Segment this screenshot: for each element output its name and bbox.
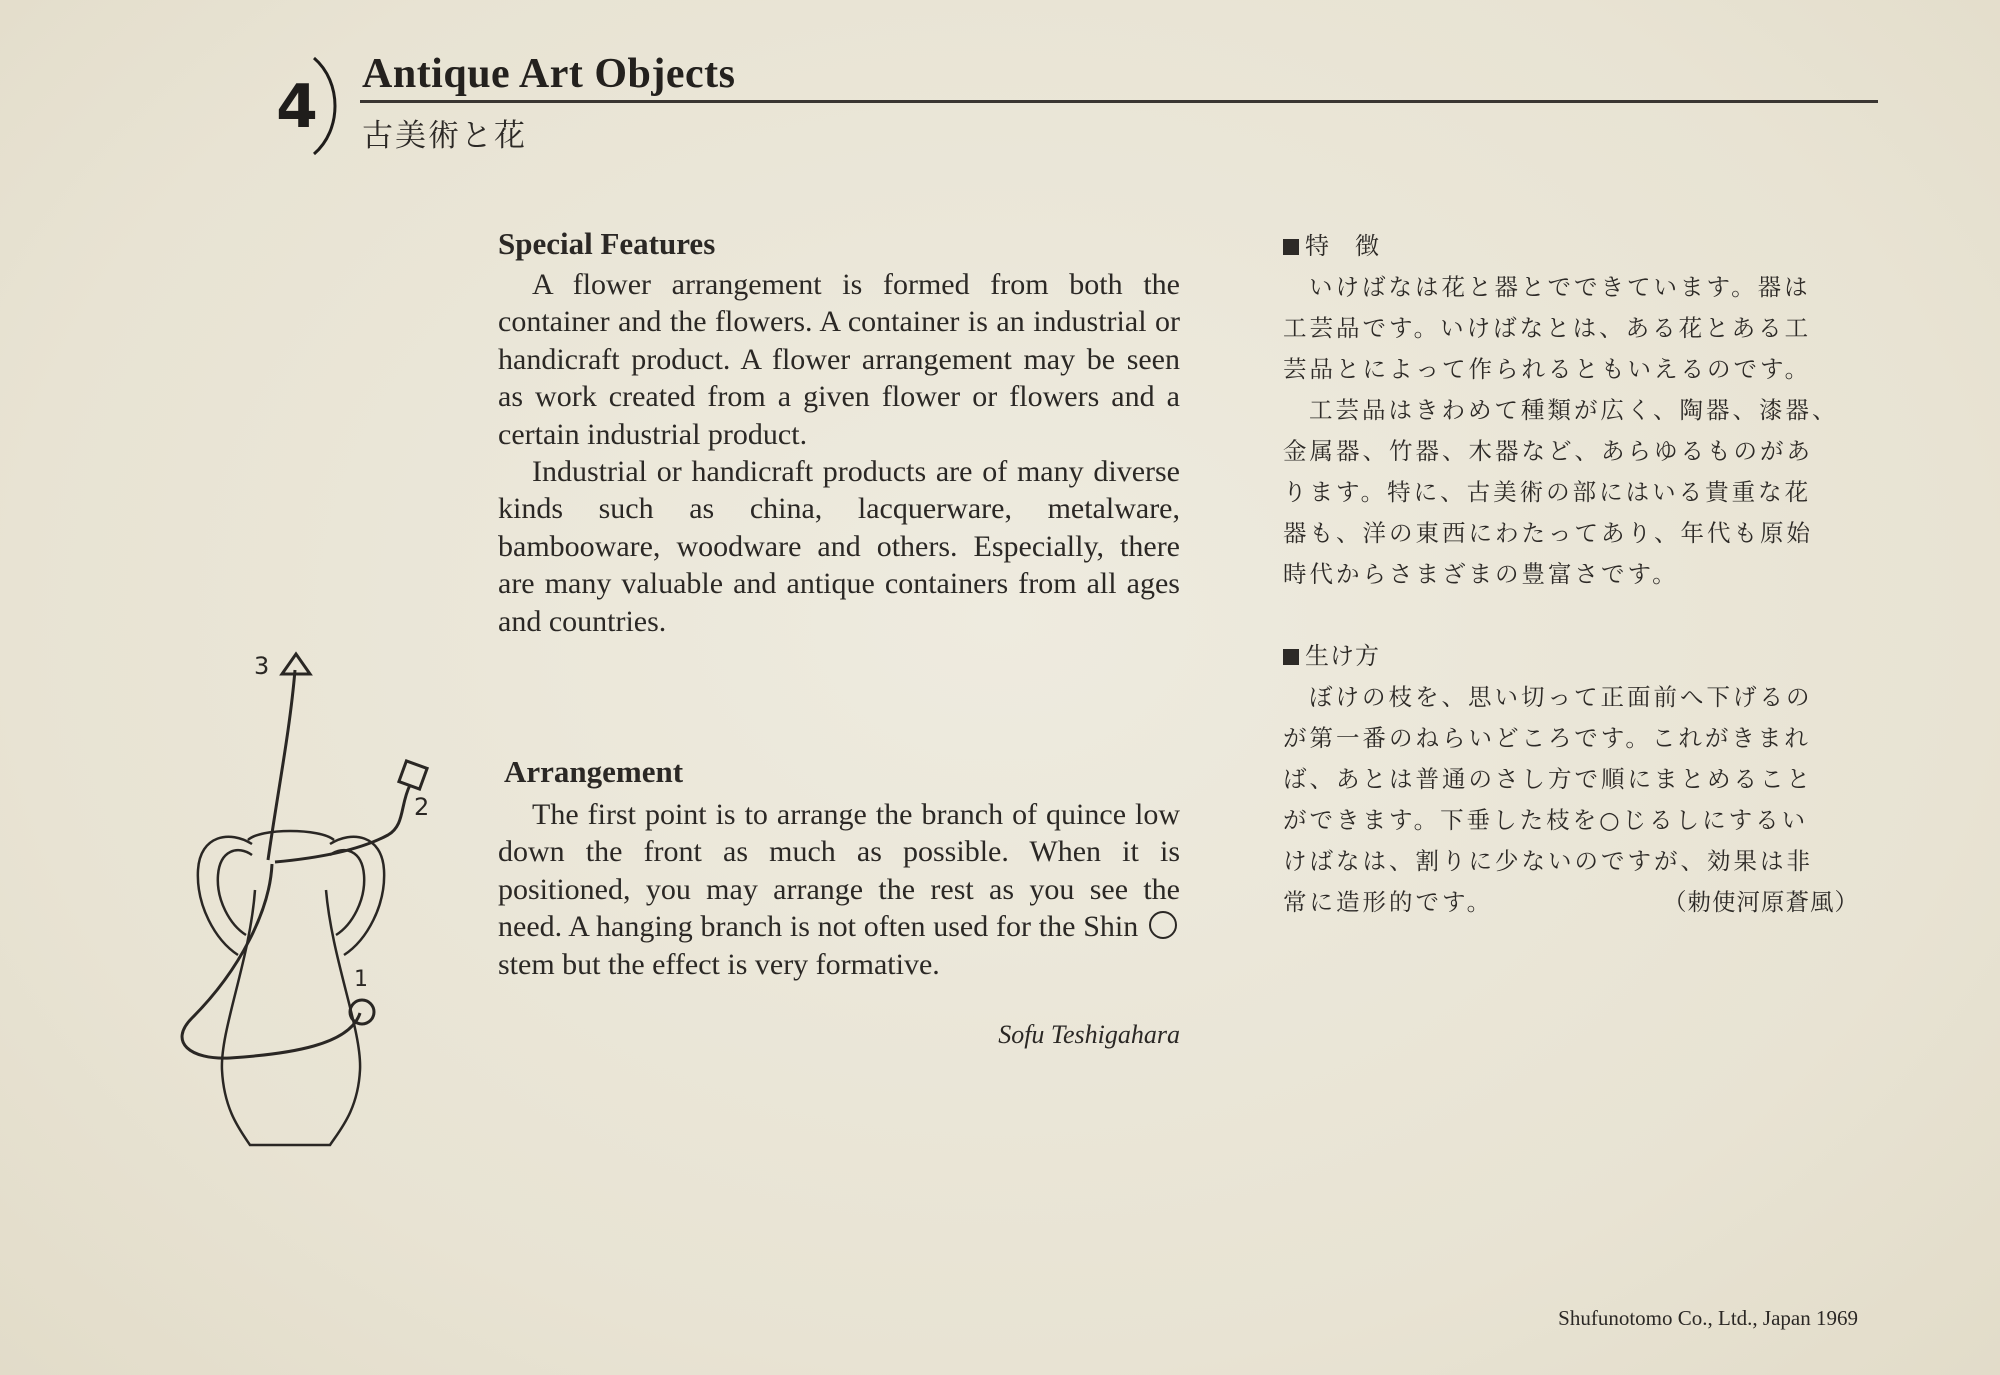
vase-diagram [160, 640, 460, 1160]
special-features-heading: Special Features [498, 226, 716, 261]
japanese-arrangement-body [1283, 677, 1863, 923]
page-title-japanese: 古美術と花 [362, 118, 527, 154]
vase-left-handle [198, 837, 252, 955]
jp-line: 常に造形的です。 （勅使河原蒼風） [1283, 882, 1863, 923]
jp-line: 工芸品です。いけばなとは、ある花とある工 [1283, 314, 1812, 342]
arrangement-section [498, 754, 1180, 983]
jp-line: けばなは、割りに少ないのですが、効果は非 [1283, 847, 1813, 875]
jp-line: 芸品とによって作られるともいえるのです。 [1283, 355, 1812, 383]
japanese-arrangement-section [1283, 636, 1863, 923]
japanese-features-heading: 特 徴 [1283, 226, 1863, 261]
jp-line: ります。特に、古美術の部にはいる貴重な花 [1283, 478, 1812, 506]
arrangement-heading: Arrangement [504, 754, 684, 789]
arrangement-paragraph [498, 796, 1180, 983]
japanese-byline: （勅使河原蒼風） [1663, 888, 1859, 916]
japanese-arrangement-heading: 生け方 [1283, 636, 1863, 671]
stem-2 [275, 785, 410, 862]
publisher-footer: Shufunotomo Co., Ltd., Japan 1969 [1558, 1306, 1858, 1330]
special-features-paragraph-1: A flower arrangement is formed from both the container and the flowers. A container is an industrial or handicraft product. A flower arrangement may be seen as work created from a given flower or flowers and a certain industrial product. [498, 268, 1180, 451]
jp-line: 器も、洋の東西にわたってあり、年代も原始 [1283, 519, 1813, 547]
jp-line: 金属器、竹器、木器など、あらゆるものがあ [1283, 437, 1813, 465]
vase-rim [248, 831, 334, 840]
bullet-square-icon [1283, 239, 1299, 255]
jp-line: ぼけの枝を、思い切って正面前へ下げるの [1309, 683, 1813, 711]
shin-circle-icon [1149, 911, 1177, 939]
special-features-paragraph-2: Industrial or handicraft products are of many diverse kinds such as china, lacquerware, metalware, bambooware, woodware and others. Especially, there are many valuable and antique containers from all ages and countries. [498, 455, 1180, 638]
jp-line: が第一番のねらいどころです。これがきまれ [1283, 724, 1811, 752]
chapter-number: 4 [276, 72, 318, 142]
jp-line: いけばなは花と器とでできています。器は [1309, 273, 1811, 301]
jp-line: ができます。下垂した枝を○じるしにするい [1283, 806, 1809, 834]
vase-right-handle [330, 837, 384, 955]
special-features-section [498, 226, 1180, 640]
chapter-bracket-icon [262, 54, 342, 158]
japanese-features-body [1283, 267, 1863, 595]
jp-line: 時代からさまざまの豊富さです。 [1283, 560, 1679, 588]
diagram-label-2: 2 [414, 793, 430, 821]
vase-outline [222, 890, 360, 1145]
page-title: Antique Art Objects [362, 51, 736, 97]
arrangement-text-a: The first point is to arrange the branch of quince low down the front as much as possible. When it is positioned, you may arrange the rest as you see the need. A hanging branch is not often used for the Shin [498, 798, 1180, 944]
arrangement-text-b: stem but the effect is very formative. [498, 947, 940, 981]
diagram-label-3: 3 [254, 652, 270, 680]
japanese-features-section [1283, 226, 1863, 595]
stem-1 [182, 864, 360, 1058]
jp-line: ば、あとは普通のさし方で順にまとめること [1283, 765, 1813, 793]
title-divider [360, 100, 1878, 103]
square-marker-icon [399, 761, 427, 789]
circle-marker-icon [350, 1000, 374, 1024]
author-byline: Sofu Teshigahara [998, 1020, 1180, 1049]
jp-line: 工芸品はきわめて種類が広く、陶器、漆器、 [1309, 396, 1839, 424]
bullet-square-icon [1283, 649, 1299, 665]
diagram-label-1: 1 [354, 967, 368, 992]
